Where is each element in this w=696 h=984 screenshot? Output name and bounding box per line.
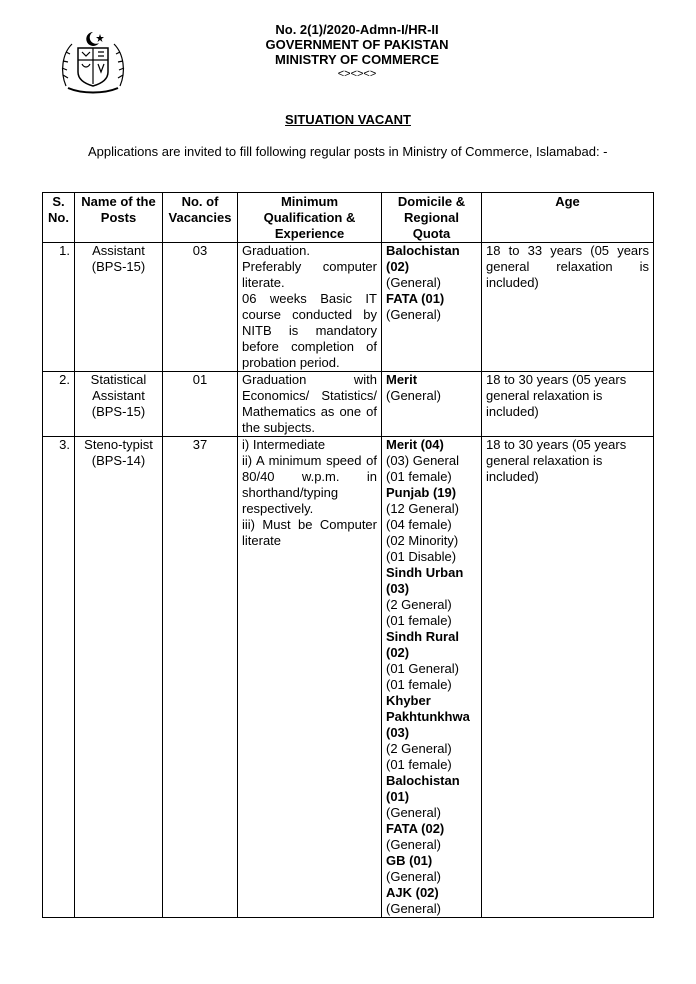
domicile-detail: (02 Minority) <box>386 533 459 548</box>
reference-number: No. 2(1)/2020-Admn-I/HR-II <box>275 22 439 37</box>
table-row <box>43 243 654 372</box>
domicile-detail: (01 female) <box>386 469 452 484</box>
header-vacancies: No. of Vacancies <box>163 193 238 243</box>
cell-domicile <box>382 437 482 918</box>
domicile-detail: (12 General) <box>386 501 459 516</box>
domicile-region: Sindh Rural (02) <box>386 629 459 660</box>
qualification-line: Graduation. <box>242 243 310 258</box>
ministry-title: MINISTRY OF COMMERCE <box>275 52 439 67</box>
domicile-detail: (01 Disable) <box>386 549 457 564</box>
state-emblem-icon <box>58 28 128 98</box>
intro-paragraph: Applications are invited to fill following regular posts in Ministry of Commerce, Islamabad: - <box>88 144 608 159</box>
domicile-region: Balochistan (02) <box>386 243 460 274</box>
cell-name: Statistical Assistant (BPS-15) <box>75 372 163 437</box>
domicile-region: Khyber Pakhtunkhwa (03) <box>386 693 470 740</box>
cell-age: 18 to 33 years (05 years general relaxation is included) <box>482 243 654 372</box>
domicile-detail: (01 female) <box>386 613 452 628</box>
domicile-region: Balochistan (01) <box>386 773 460 804</box>
domicile-region: FATA (01) <box>386 291 445 306</box>
domicile-detail: (01 female) <box>386 757 452 772</box>
subject-heading: SITUATION VACANT <box>285 112 411 127</box>
header-name: Name of the Posts <box>75 193 163 243</box>
domicile-detail: (General) <box>386 805 441 820</box>
cell-age: 18 to 30 years (05 years general relaxation is included) <box>482 372 654 437</box>
qualification-line: Graduation with Economics/ Statistics/ Mathematics as one of the subjects. <box>242 372 377 435</box>
cell-domicile <box>382 243 482 372</box>
cell-qualification <box>238 372 382 437</box>
table-header-row <box>43 193 654 243</box>
cell-sno: 2. <box>43 372 75 437</box>
cell-domicile <box>382 372 482 437</box>
domicile-detail: (General) <box>386 307 441 322</box>
header-qualification: Minimum Qualification & Experience <box>238 193 382 243</box>
domicile-detail: (04 female) <box>386 517 452 532</box>
domicile-region: Punjab (19) <box>386 485 457 500</box>
government-title: GOVERNMENT OF PAKISTAN <box>265 37 449 52</box>
domicile-region: GB (01) <box>386 853 433 868</box>
domicile-detail: (General) <box>386 275 441 290</box>
qualification-line: 06 weeks Basic IT course conducted by NITB is mandatory before completion of probation period. <box>242 291 377 370</box>
qualification-line: Preferably computer literate. <box>242 259 377 290</box>
table-row <box>43 372 654 437</box>
cell-name: Steno-typist (BPS-14) <box>75 437 163 918</box>
domicile-detail: (General) <box>386 901 441 916</box>
domicile-detail: (General) <box>386 388 441 403</box>
cell-age: 18 to 30 years (05 years general relaxation is included) <box>482 437 654 918</box>
qualification-line: i) Intermediate <box>242 437 326 452</box>
cell-name: Assistant (BPS-15) <box>75 243 163 372</box>
cell-sno: 3. <box>43 437 75 918</box>
domicile-detail: (03) General <box>386 453 459 468</box>
domicile-region: AJK (02) <box>386 885 439 900</box>
domicile-region: Merit (04) <box>386 437 444 452</box>
qualification-line: ii) A minimum speed of 80/40 w.p.m. in shorthand/typing respectively. <box>242 453 377 516</box>
domicile-region: Sindh Urban (03) <box>386 565 464 596</box>
header-separator: <><><> <box>337 68 377 80</box>
letter-header <box>180 22 534 82</box>
domicile-detail: (01 female) <box>386 677 452 692</box>
cell-sno: 1. <box>43 243 75 372</box>
cell-vacancies: 37 <box>163 437 238 918</box>
domicile-detail: (2 General) <box>386 741 452 756</box>
domicile-detail: (2 General) <box>386 597 452 612</box>
domicile-region: FATA (02) <box>386 821 445 836</box>
header-domicile: Domicile & Regional Quota <box>382 193 482 243</box>
cell-vacancies: 03 <box>163 243 238 372</box>
domicile-region: Merit <box>386 372 418 387</box>
cell-qualification <box>238 243 382 372</box>
vacancy-table <box>42 192 654 918</box>
domicile-detail: (General) <box>386 837 441 852</box>
qualification-line: iii) Must be Computer literate <box>242 517 377 548</box>
header-sno: S. No. <box>43 193 75 243</box>
header-age: Age <box>482 193 654 243</box>
domicile-detail: (General) <box>386 869 441 884</box>
domicile-detail: (01 General) <box>386 661 459 676</box>
cell-qualification <box>238 437 382 918</box>
table-row <box>43 437 654 918</box>
cell-vacancies: 01 <box>163 372 238 437</box>
